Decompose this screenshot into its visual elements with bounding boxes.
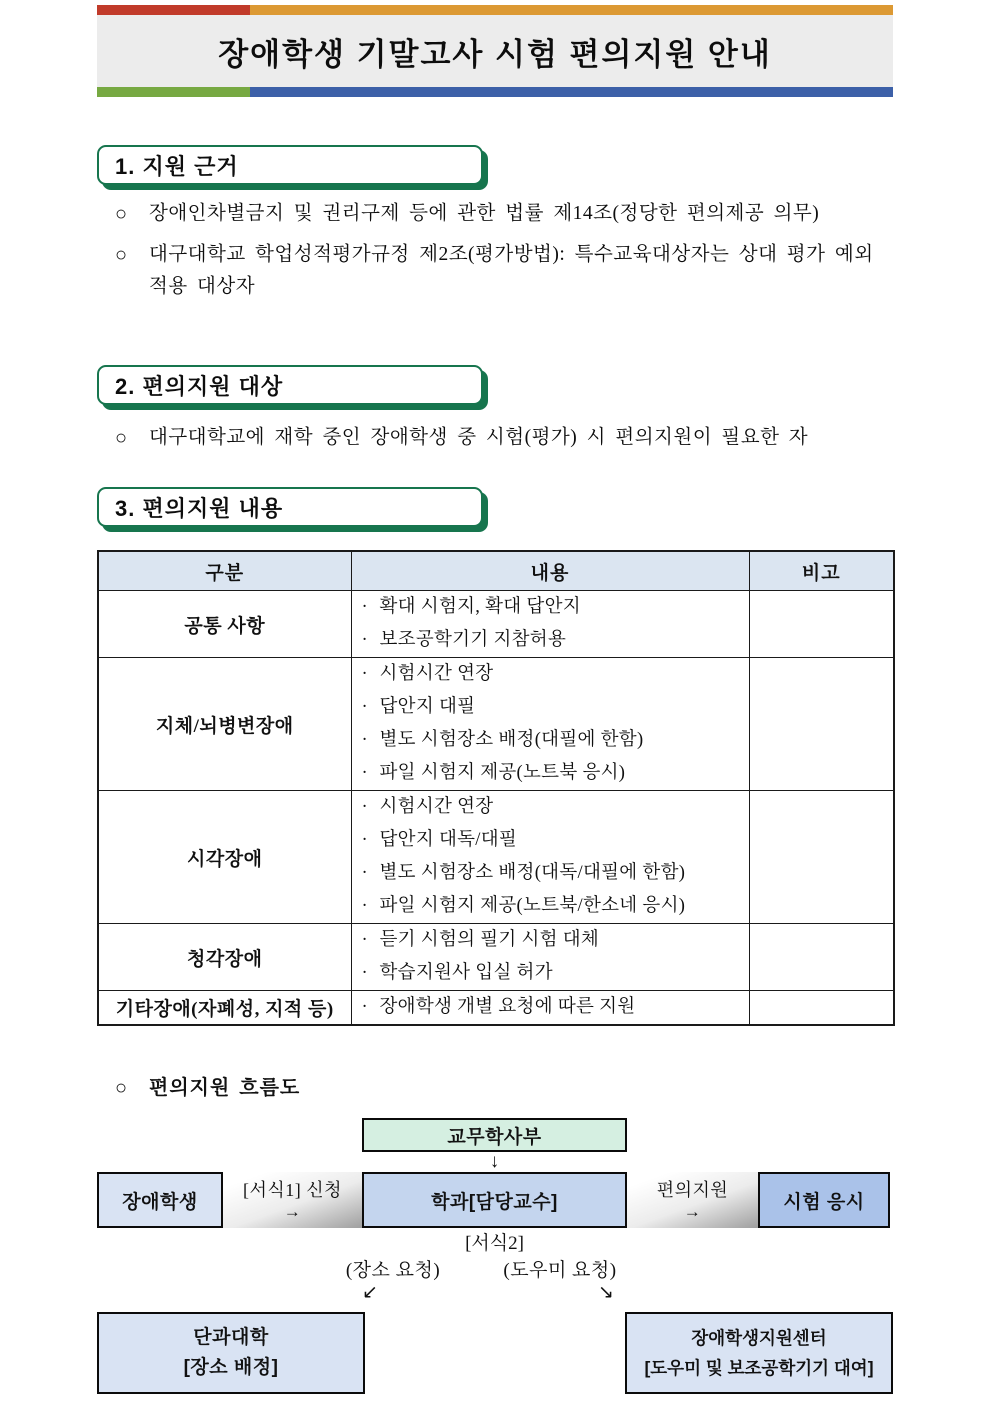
section-1-heading-box	[97, 145, 483, 185]
table-row	[98, 791, 894, 924]
header-top-bar	[97, 5, 893, 15]
place-request-label: (장소 요청)	[345, 1260, 441, 1281]
section-2-bullets	[115, 422, 897, 463]
category-cell: 지체/뇌병변장애	[98, 658, 351, 791]
flow-box-take-exam	[758, 1172, 890, 1228]
category-cell: 기타장애(자폐성, 지적 등)	[98, 991, 351, 1026]
category-cell: 청각장애	[98, 924, 351, 991]
content-text: 장애학생 개별 요청에 따른 지원	[379, 997, 636, 1017]
right-arrow-icon: →	[283, 1202, 302, 1221]
content-cell	[351, 991, 749, 1026]
bullet-text: 대구대학교 학업성적평가규정 제2조(평가방법): 특수교육대상자는 상대 평가 예외 적용 대상자	[149, 244, 874, 297]
right-arrow-icon: →	[683, 1202, 702, 1221]
content-text: 보조공학기기 지참허용	[379, 630, 567, 650]
dot-bullet-icon: ·	[361, 763, 368, 783]
flow-box-support-center	[625, 1312, 893, 1394]
content-text: 시험시간 연장	[379, 797, 494, 817]
content-line	[362, 658, 743, 691]
category-cell: 시각장애	[98, 791, 351, 924]
flow-box-label: 학과[담당교수]	[431, 1191, 558, 1213]
content-text: 파일 시험지 제공(노트북/한소네 응시)	[379, 896, 686, 916]
content-cell	[351, 591, 749, 658]
down-left-arrow-icon: ↙	[362, 1282, 378, 1303]
dot-bullet-icon: ·	[361, 896, 368, 916]
content-line	[362, 591, 743, 624]
page-title: 장애학생 기말고사 시험 편의지원 안내	[218, 36, 772, 72]
content-line	[362, 857, 743, 890]
flow-box-label: 장애학생	[122, 1191, 198, 1213]
content-text: 시험시간 연장	[379, 664, 494, 684]
content-line	[362, 757, 743, 790]
note-cell	[749, 791, 894, 924]
header-bottom-bar-blue-segment	[250, 87, 893, 97]
content-line	[362, 957, 743, 990]
header-top-bar-red-segment	[97, 5, 250, 15]
content-line	[362, 724, 743, 757]
content-text: 별도 시험장소 배정(대독/대필에 한함)	[379, 863, 686, 883]
circle-bullet-icon: ○	[115, 244, 128, 266]
section-3-heading-box	[97, 487, 483, 527]
header-top-bar-orange-segment	[250, 5, 893, 15]
note-cell	[749, 591, 894, 658]
down-right-arrow-icon: ↘	[598, 1282, 614, 1303]
title-area	[97, 15, 893, 87]
table-row	[98, 658, 894, 791]
dot-bullet-icon: ·	[361, 630, 368, 650]
form2-label: [서식2]	[465, 1233, 524, 1254]
flow-box-academic-affairs	[362, 1118, 627, 1152]
document-header	[97, 5, 893, 97]
table-row	[98, 924, 894, 991]
table-row	[98, 591, 894, 658]
note-cell	[749, 991, 894, 1026]
content-text: 답안지 대독/대필	[379, 830, 518, 850]
section-2-heading-box	[97, 365, 483, 405]
column-header-category: 구분	[98, 551, 351, 591]
note-cell	[749, 924, 894, 991]
dot-bullet-icon: ·	[361, 697, 368, 717]
flow-box-college	[97, 1312, 365, 1394]
list-item	[115, 198, 897, 230]
flow-box-label: 시험 응시	[783, 1191, 865, 1213]
content-cell	[351, 658, 749, 791]
bullet-text: 대구대학교에 재학 중인 장애학생 중 시험(평가) 시 편의지원이 필요한 자	[149, 427, 809, 448]
flow-box-label: 장애학생지원센터	[691, 1328, 827, 1348]
content-cell	[351, 924, 749, 991]
circle-bullet-icon: ○	[115, 427, 128, 449]
content-text: 답안지 대필	[379, 697, 476, 717]
content-text: 듣기 시험의 필기 시험 대체	[379, 930, 600, 950]
section-3-title: 3. 편의지원 내용	[115, 495, 284, 521]
flow-connector-application	[223, 1172, 362, 1228]
content-text: 파일 시험지 제공(노트북 응시)	[379, 763, 626, 783]
dot-bullet-icon: ·	[361, 664, 368, 684]
support-flowchart	[0, 1060, 992, 1403]
dot-bullet-icon: ·	[361, 997, 368, 1017]
column-header-note: 비고	[749, 551, 894, 591]
header-bottom-bar	[97, 87, 893, 97]
content-line	[362, 824, 743, 857]
circle-bullet-icon: ○	[115, 1077, 128, 1099]
accommodations-table	[97, 550, 895, 1026]
content-text: 학습지원사 입실 허가	[379, 963, 553, 983]
circle-bullet-icon: ○	[115, 203, 128, 225]
header-bottom-bar-green-segment	[97, 87, 250, 97]
bullet-text: 장애인차별금지 및 권리구제 등에 관한 법률 제14조(정당한 편의제공 의무)	[149, 203, 820, 224]
note-cell	[749, 658, 894, 791]
content-line	[362, 691, 743, 724]
flow-box-department	[362, 1172, 627, 1228]
content-cell	[351, 791, 749, 924]
flow-box-sublabel: [도우미 및 보조공학기기 대여]	[644, 1358, 874, 1378]
flow-box-label: 교무학사부	[447, 1126, 542, 1148]
dot-bullet-icon: ·	[361, 730, 368, 750]
flowchart-label	[115, 1074, 300, 1102]
flow-box-label: 단과대학	[193, 1327, 269, 1348]
content-line	[362, 924, 743, 957]
dot-bullet-icon: ·	[361, 963, 368, 983]
category-cell: 공통 사항	[98, 591, 351, 658]
list-item	[115, 422, 897, 454]
table-row	[98, 991, 894, 1026]
flow-box-disabled-student	[97, 1172, 223, 1228]
dot-bullet-icon: ·	[361, 797, 368, 817]
down-arrow-icon: ↓	[489, 1151, 500, 1172]
flow-connector-support	[627, 1172, 758, 1228]
dot-bullet-icon: ·	[361, 863, 368, 883]
flow-box-sublabel: [장소 배정]	[183, 1357, 279, 1378]
section-1-title: 1. 지원 근거	[115, 153, 239, 179]
dot-bullet-icon: ·	[361, 597, 368, 617]
content-line	[362, 791, 743, 824]
helper-request-label: (도우미 요청)	[503, 1260, 617, 1281]
table-header-row	[98, 551, 894, 591]
list-item	[115, 239, 897, 303]
content-text: 확대 시험지, 확대 답안지	[379, 597, 581, 617]
dot-bullet-icon: ·	[361, 930, 368, 950]
content-line	[362, 991, 743, 1024]
content-line	[362, 890, 743, 923]
content-text: 별도 시험장소 배정(대필에 한함)	[379, 730, 644, 750]
flowchart-label-text: 편의지원 흐름도	[149, 1077, 301, 1099]
column-header-content: 내용	[351, 551, 749, 591]
section-2-title: 2. 편의지원 대상	[115, 373, 284, 399]
content-line	[362, 624, 743, 657]
section-1-bullets	[115, 198, 897, 312]
dot-bullet-icon: ·	[361, 830, 368, 850]
connector-label: [서식1] 신청	[242, 1180, 343, 1200]
connector-label: 편의지원	[656, 1180, 729, 1200]
